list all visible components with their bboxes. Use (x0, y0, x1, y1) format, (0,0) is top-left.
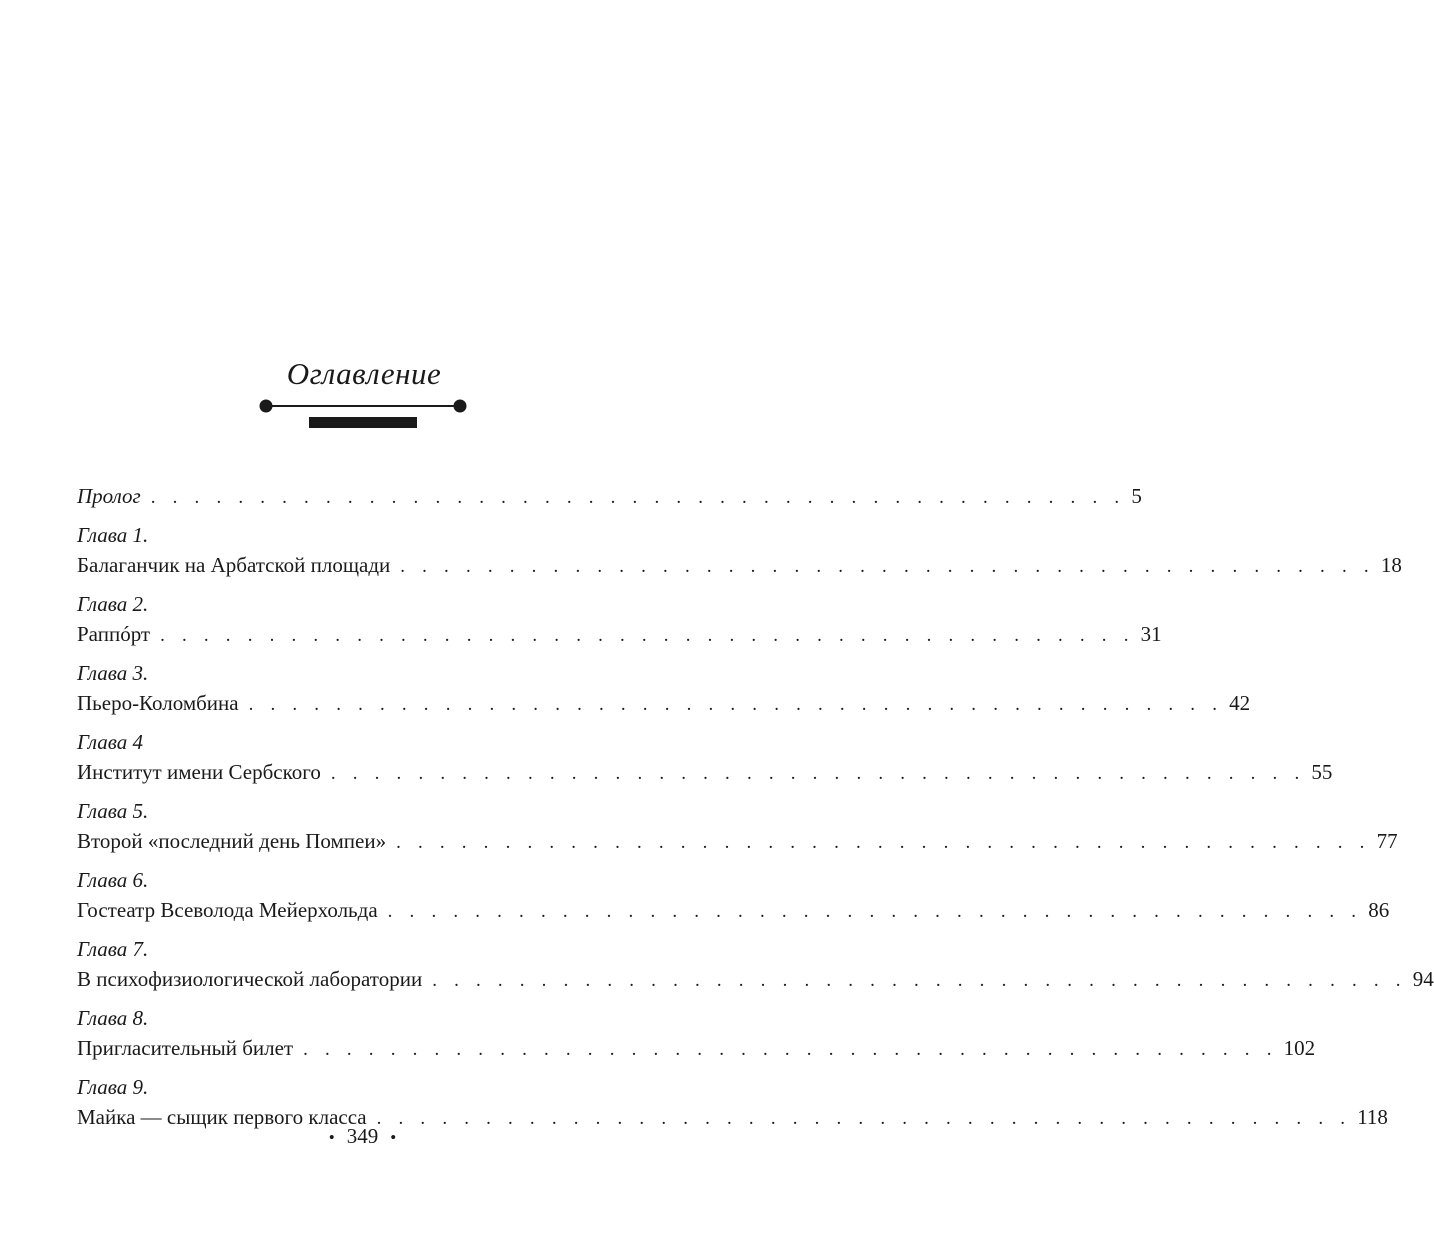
leader-dots: . . . . . . . . . . . . . . . . . . . . . . . . . . . . . . . . . . . . . . . . . . . . . (150, 487, 1126, 508)
toc-title: Пьеро-Коломбина (77, 691, 239, 715)
toc-page: 118 (1357, 1105, 1388, 1129)
toc-page: 55 (1311, 760, 1333, 784)
chapter-label: Глава 5. (77, 799, 149, 823)
chapter-label: Глава 4 (77, 730, 143, 754)
toc-line (77, 826, 1398, 856)
leader-dots: . . . . . . . . . . . . . . . . . . . . . . . . . . . . . . . . . . . . . . . . . . . . . (376, 1108, 1352, 1129)
toc-entry-chapter-3[interactable] (77, 658, 1251, 718)
page-footer (0, 1124, 725, 1149)
leader-dots: . . . . . . . . . . . . . . . . . . . . . . . . . . . . . . . . . . . . . . . . . . . . . (248, 694, 1224, 715)
ornament-left-dot (260, 400, 273, 413)
toc-entry-prologue[interactable] (77, 481, 1142, 511)
toc-line (77, 757, 1333, 787)
toc-entry-chapter-4[interactable] (77, 727, 1333, 787)
toc-page: 86 (1368, 898, 1390, 922)
toc-line (77, 964, 1434, 994)
toc-entry-chapter-6[interactable] (77, 865, 1390, 925)
toc-page: 102 (1283, 1036, 1316, 1060)
chapter-label: Глава 8. (77, 1006, 149, 1030)
toc-line (77, 688, 1251, 718)
leader-dots: . . . . . . . . . . . . . . . . . . . . . . . . . . . . . . . . . . . . . . . . . . . . . (432, 970, 1407, 991)
chapter-label: Глава 7. (77, 937, 149, 961)
toc-entry-chapter-2[interactable] (77, 589, 1162, 649)
toc-page: 5 (1131, 484, 1142, 508)
toc-title: Гостеатр Всеволода Мейерхольда (77, 898, 378, 922)
page-number: 349 (346, 1124, 379, 1148)
toc-title: Второй «последний день Помпеи» (77, 829, 387, 853)
toc-page: 18 (1380, 553, 1402, 577)
toc-title: Институт имени Сербского (77, 760, 321, 784)
toc-line (77, 550, 1402, 580)
toc-page: 94 (1412, 967, 1434, 991)
chapter-label: Глава 2. (77, 592, 149, 616)
bullet-icon: • (390, 1128, 397, 1147)
toc-entry-chapter-8[interactable] (77, 1003, 1316, 1063)
toc-line (77, 895, 1390, 925)
toc-title: Раппóрт (77, 622, 151, 646)
toc-entry-chapter-9[interactable] (77, 1072, 1388, 1132)
ornament-bar (309, 417, 417, 428)
chapter-label: Глава 9. (77, 1075, 149, 1099)
toc-line (77, 619, 1162, 649)
bullet-icon: • (328, 1128, 335, 1147)
chapter-label: Глава 6. (77, 868, 149, 892)
toc-entry-chapter-1[interactable] (77, 520, 1402, 580)
ornament-right-dot (454, 400, 467, 413)
toc-entry-chapter-5[interactable] (77, 796, 1398, 856)
page-title: Оглавление (286, 356, 442, 391)
toc-title: Пригласительный билет (77, 1036, 294, 1060)
toc-title: Пролог (77, 484, 141, 508)
toc-page: 42 (1229, 691, 1251, 715)
leader-dots: . . . . . . . . . . . . . . . . . . . . . . . . . . . . . . . . . . . . . . . . . . . . . (303, 1039, 1278, 1060)
leader-dots: . . . . . . . . . . . . . . . . . . . . . . . . . . . . . . . . . . . . . . . . . . . . . (396, 832, 1371, 853)
toc-page: 77 (1376, 829, 1398, 853)
chapter-label: Глава 3. (77, 661, 149, 685)
toc-title: Балаганчик на Арбатской площади (77, 553, 391, 577)
toc-page: 31 (1140, 622, 1162, 646)
toc-title: В психофизиологической лаборатории (77, 967, 423, 991)
table-of-contents (77, 481, 1434, 1132)
toc-entry-chapter-7[interactable] (77, 934, 1434, 994)
toc-line (77, 1033, 1316, 1063)
leader-dots: . . . . . . . . . . . . . . . . . . . . . . . . . . . . . . . . . . . . . . . . . . . . . (330, 763, 1306, 784)
toc-line (77, 481, 1142, 511)
toc-title: Майка — сыщик первого класса (77, 1105, 367, 1129)
chapter-label: Глава 1. (77, 523, 149, 547)
leader-dots: . . . . . . . . . . . . . . . . . . . . . . . . . . . . . . . . . . . . . . . . . . . . . (400, 556, 1375, 577)
leader-dots: . . . . . . . . . . . . . . . . . . . . . . . . . . . . . . . . . . . . . . . . . . . . . (387, 901, 1363, 922)
leader-dots: . . . . . . . . . . . . . . . . . . . . . . . . . . . . . . . . . . . . . . . . . . . . . (160, 625, 1135, 646)
